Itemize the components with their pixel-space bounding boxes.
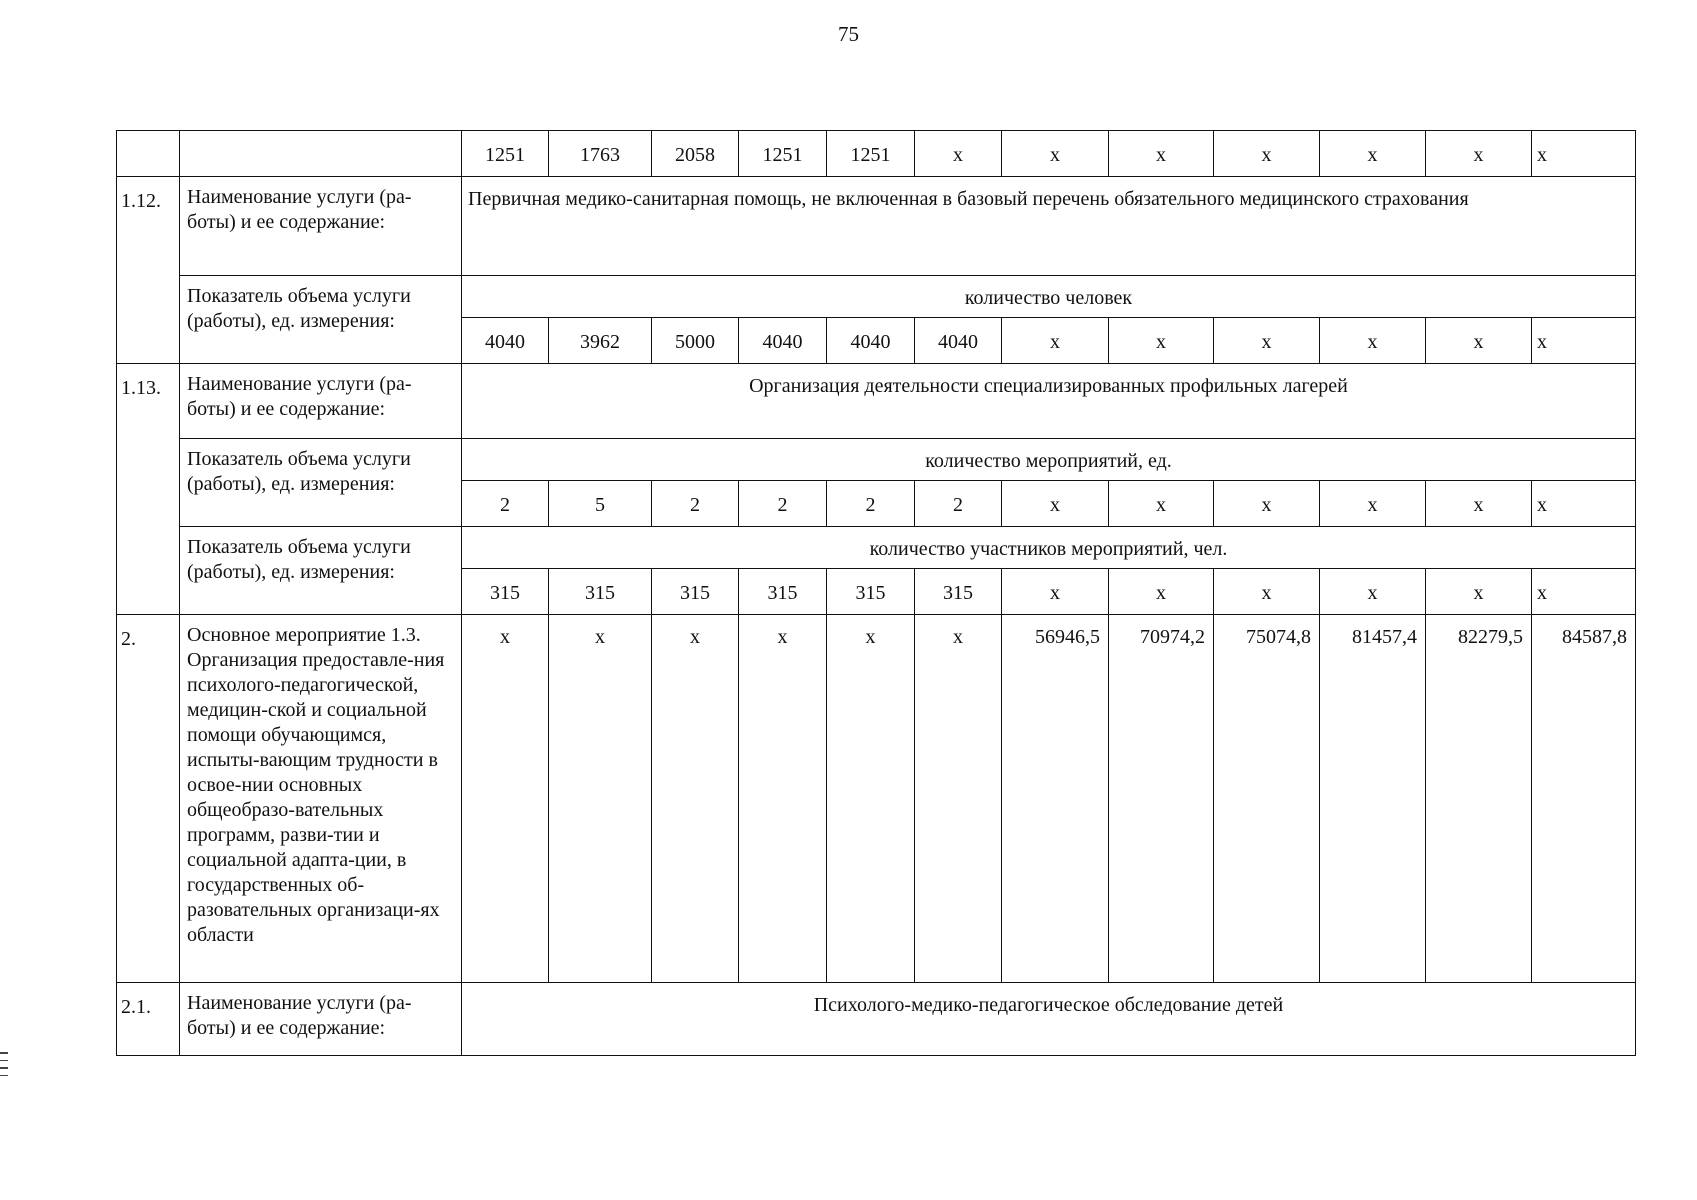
value-cell: 56946,5 xyxy=(1002,615,1109,983)
value-cell: x xyxy=(1109,481,1214,527)
value-cell: 2 xyxy=(915,481,1002,527)
row-number: 1.13. xyxy=(117,364,180,615)
service-name: Первичная медико-санитарная помощь, не включенная в базовый перечень обязательного медицинского страхования xyxy=(462,177,1636,276)
row-label: Показатель объема услуги (работы), ед. измерения: xyxy=(180,439,462,527)
table-row xyxy=(117,131,1636,177)
value-cell: x xyxy=(1109,569,1214,615)
value-cell: 2058 xyxy=(652,131,739,177)
value-cell: x xyxy=(827,615,915,983)
row-label: Наименование услуги (ра-боты) и ее содержание: xyxy=(180,364,462,439)
row-label: Наименование услуги (ра-боты) и ее содержание: xyxy=(180,983,462,1056)
value-cell: x xyxy=(739,615,827,983)
value-cell: x xyxy=(1002,318,1109,364)
value-cell: x xyxy=(1532,318,1636,364)
value-cell: 2 xyxy=(652,481,739,527)
value-cell: x xyxy=(1320,481,1426,527)
value-cell: 1251 xyxy=(462,131,549,177)
value-cell: 2 xyxy=(739,481,827,527)
value-cell: x xyxy=(1109,318,1214,364)
table-row xyxy=(117,177,1636,276)
table-row xyxy=(117,276,1636,318)
value-cell: x xyxy=(1320,569,1426,615)
row-label: Основное мероприятие 1.3. Организация предоставле-ния психолого-педагогической, медицин-ской и социальной помощи обучающимся, испыты-вающим трудности в освое-нии основных общеобразо-вательных программ, разви-тии и социальной адапта-ции, в государственных об-разовательных организаци-ях области xyxy=(180,615,462,983)
value-cell: 1251 xyxy=(739,131,827,177)
table-row xyxy=(117,364,1636,439)
indicator-unit: количество человек xyxy=(462,276,1636,318)
value-cell: 5 xyxy=(549,481,652,527)
value-cell: x xyxy=(1426,481,1532,527)
value-cell: x xyxy=(1002,569,1109,615)
value-cell: 1763 xyxy=(549,131,652,177)
value-cell: x xyxy=(549,615,652,983)
table-row xyxy=(117,527,1636,569)
row-label xyxy=(180,131,462,177)
value-cell: 82279,5 xyxy=(1426,615,1532,983)
value-cell: 81457,4 xyxy=(1320,615,1426,983)
value-cell: 70974,2 xyxy=(1109,615,1214,983)
value-cell: 1251 xyxy=(827,131,915,177)
value-cell: 2 xyxy=(462,481,549,527)
value-cell: x xyxy=(915,615,1002,983)
value-cell: 84587,8 xyxy=(1532,615,1636,983)
table-row xyxy=(117,615,1636,983)
page-number: 75 xyxy=(838,22,859,46)
value-cell: 4040 xyxy=(827,318,915,364)
indicator-unit: количество мероприятий, ед. xyxy=(462,439,1636,481)
value-cell: 315 xyxy=(827,569,915,615)
value-cell: x xyxy=(1532,569,1636,615)
value-cell: 2 xyxy=(827,481,915,527)
value-cell: 75074,8 xyxy=(1214,615,1320,983)
value-cell: x xyxy=(1320,318,1426,364)
value-cell: x xyxy=(1426,318,1532,364)
value-cell: x xyxy=(1214,131,1320,177)
table-row xyxy=(117,439,1636,481)
value-cell: x xyxy=(1002,481,1109,527)
value-cell: x xyxy=(1426,569,1532,615)
value-cell: 4040 xyxy=(915,318,1002,364)
program-table xyxy=(116,130,1636,1056)
value-cell: x xyxy=(1214,318,1320,364)
value-cell: x xyxy=(1320,131,1426,177)
value-cell: 4040 xyxy=(462,318,549,364)
indicator-unit: количество участников мероприятий, чел. xyxy=(462,527,1636,569)
value-cell: 3962 xyxy=(549,318,652,364)
row-label: Показатель объема услуги (работы), ед. измерения: xyxy=(180,527,462,615)
row-number xyxy=(117,131,180,177)
value-cell: x xyxy=(915,131,1002,177)
value-cell: x xyxy=(1532,131,1636,177)
value-cell: x xyxy=(1002,131,1109,177)
value-cell: 4040 xyxy=(739,318,827,364)
value-cell: 5000 xyxy=(652,318,739,364)
table-row xyxy=(117,983,1636,1056)
value-cell: 315 xyxy=(549,569,652,615)
value-cell: x xyxy=(1426,131,1532,177)
service-name: Психолого-медико-педагогическое обследование детей xyxy=(462,983,1636,1056)
value-cell: x xyxy=(652,615,739,983)
value-cell: x xyxy=(1214,569,1320,615)
value-cell: 315 xyxy=(462,569,549,615)
value-cell: x xyxy=(462,615,549,983)
value-cell: x xyxy=(1532,481,1636,527)
row-number: 1.12. xyxy=(117,177,180,364)
row-number: 2. xyxy=(117,615,180,983)
row-number: 2.1. xyxy=(117,983,180,1056)
value-cell: 315 xyxy=(739,569,827,615)
value-cell: 315 xyxy=(652,569,739,615)
row-label: Показатель объема услуги (работы), ед. измерения: xyxy=(180,276,462,364)
value-cell: x xyxy=(1214,481,1320,527)
value-cell: 315 xyxy=(915,569,1002,615)
scan-edge-marks xyxy=(0,1052,8,1082)
row-label: Наименование услуги (ра-боты) и ее содержание: xyxy=(180,177,462,276)
service-name: Организация деятельности специализированных профильных лагерей xyxy=(462,364,1636,439)
value-cell: x xyxy=(1109,131,1214,177)
